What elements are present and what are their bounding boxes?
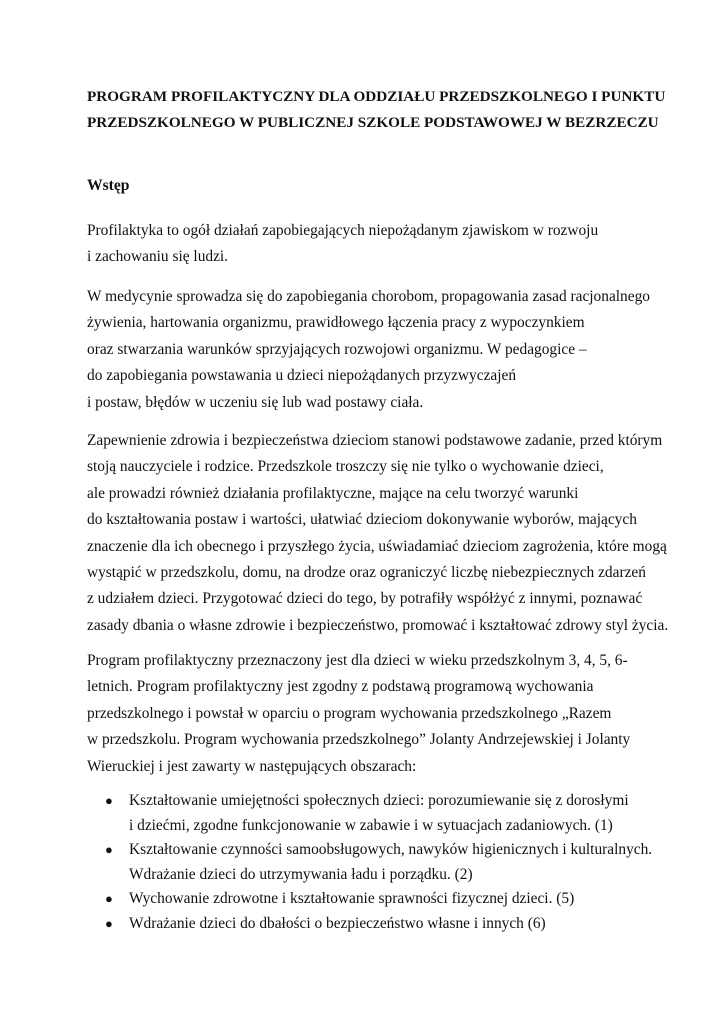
list-item	[87, 789, 687, 838]
text-line: oraz stwarzania warunków sprzyjających rozwojowi organizmu. W pedagogice –	[87, 340, 587, 358]
text-line: i postaw, błędów w uczeniu się lub wad postawy ciała.	[87, 393, 424, 411]
text-line: W medycynie sprowadza się do zapobiegania chorobom, propagowania zasad racjonalnego	[87, 288, 650, 305]
list-item	[87, 887, 687, 912]
text-line: ale prowadzi również działania profilaktyczne, mające na celu tworzyć warunki	[87, 484, 579, 502]
list-item	[87, 838, 687, 887]
list-item-line: Kształtowanie umiejętności społecznych dzieci: porozumiewanie się z dorosłymi	[129, 792, 629, 809]
paragraph-definition	[87, 218, 647, 271]
list-item-line: i dziećmi, zgodne funkcjonowanie w zabawie i w sytuacjach zadaniowych. (1)	[129, 816, 613, 834]
text-line: wystąpić w przedszkolu, domu, na drodze oraz ograniczyć liczbę niebezpiecznych zdarzeń	[87, 564, 646, 582]
paragraph-medicine	[87, 284, 650, 416]
bullet-icon: ●	[105, 915, 113, 931]
bullet-icon: ●	[105, 793, 113, 808]
text-line: i zachowaniu się ludzi.	[87, 248, 229, 266]
title-line: PRZEDSZKOLNEGO W PUBLICZNEJ SZKOLE PODSTAWOWEJ W BEZRZECZU	[87, 114, 659, 131]
areas-list	[87, 789, 687, 936]
paragraph-safety	[87, 428, 669, 639]
text-line: znaczenie dla ich obecnego i przyszłego życia, uświadamiać dzieciom zagrożenia, które mogą	[87, 537, 667, 555]
text-line: z udziałem dzieci. Przygotować dzieci do tego, by potrafiły współżyć z innymi, poznawać	[87, 590, 643, 608]
list-item-line: Wdrażanie dzieci do dbałości o bezpieczeństwo własne i innych (6)	[129, 914, 546, 932]
text-line: przedszkolnego i powstał w oparciu o program wychowania przedszkolnego „Razem	[87, 704, 612, 722]
section-heading: Wstęp	[87, 177, 130, 194]
title-line: PROGRAM PROFILAKTYCZNY DLA ODDZIAŁU PRZEDSZKOLNEGO I PUNKTU	[87, 88, 666, 105]
text-line: w przedszkolu. Program wychowania przedszkolnego” Jolanty Andrzejewskiej i Jolanty	[87, 731, 631, 749]
text-line: Zapewnienie zdrowia i bezpieczeństwa dzieciom stanowi podstawowe zadanie, przed którym	[87, 432, 663, 449]
text-line: Wieruckiej i jest zawarty w następujących obszarach:	[87, 757, 417, 775]
text-line: zasady dbania o własne zdrowie i bezpieczeństwo, promować i kształtować zdrowy styl życia.	[87, 616, 669, 634]
document-title	[87, 84, 687, 136]
list-item-line: Kształtowanie czynności samoobsługowych, nawyków higienicznych i kulturalnych.	[129, 841, 653, 858]
text-line: Program profilaktyczny przeznaczony jest dla dzieci w wieku przedszkolnym 3, 4, 5, 6-	[87, 652, 628, 669]
list-item-line: Wychowanie zdrowotne i kształtowanie sprawności fizycznej dzieci. (5)	[129, 890, 575, 907]
bullet-icon: ●	[105, 891, 113, 906]
text-line: żywienia, hartowania organizmu, prawidłowego łączenia pracy z wypoczynkiem	[87, 314, 585, 332]
text-line: do kształtowania postaw i wartości, ułatwiać dzieciom dokonywanie wyborów, mających	[87, 511, 637, 529]
text-line: stoją nauczyciele i rodzice. Przedszkole troszczy się nie tylko o wychowanie dzieci,	[87, 458, 604, 476]
bullet-icon: ●	[105, 842, 113, 857]
list-item	[87, 912, 687, 937]
paragraph-program	[87, 648, 647, 780]
text-line: letnich. Program profilaktyczny jest zgodny z podstawą programową wychowania	[87, 678, 594, 696]
text-line: Profilaktyka to ogół działań zapobiegających niepożądanym zjawiskom w rozwoju	[87, 222, 599, 239]
list-item-line: Wdrażanie dzieci do utrzymywania ładu i porządku. (2)	[129, 865, 473, 883]
text-line: do zapobiegania powstawania u dzieci niepożądanych przyzwyczajeń	[87, 367, 517, 385]
